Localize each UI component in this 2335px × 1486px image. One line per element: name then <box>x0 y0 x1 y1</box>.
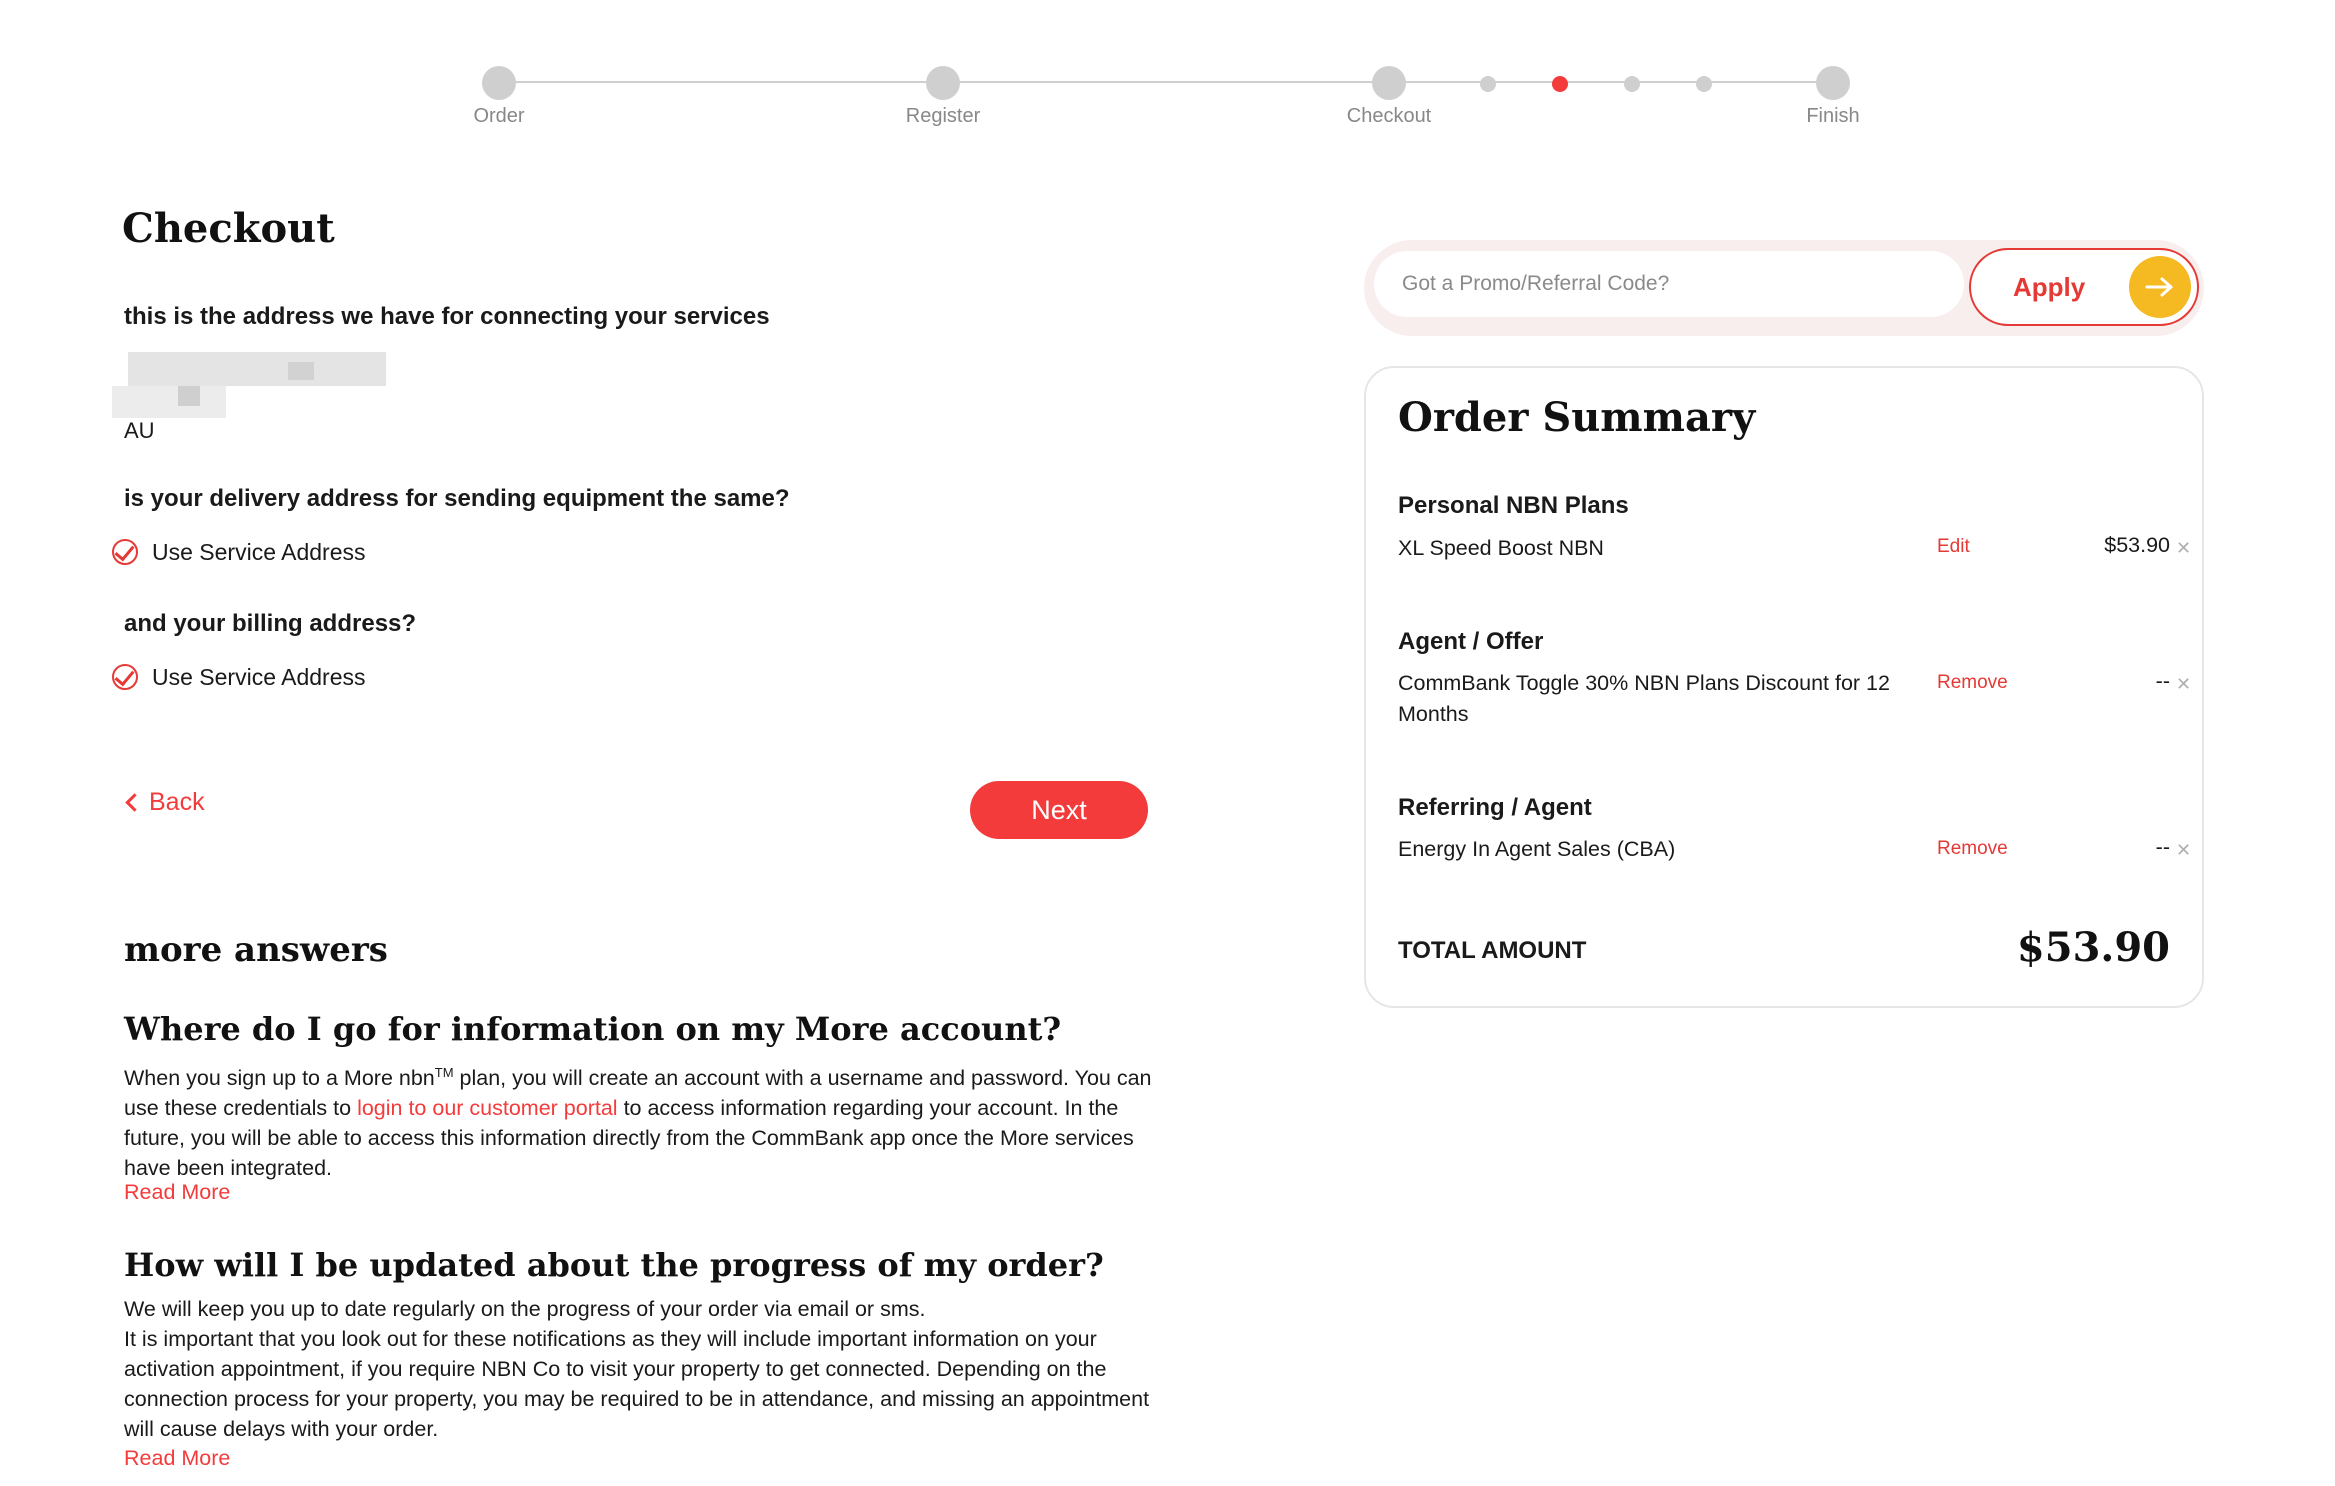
faq-answer: When you sign up to a More nbn™ plan, you will create an account with a username and password. You can use these credentials to login to our customer portal to access information regarding your account. In the future, you will be able to access this information directly from the CommBank app once the More services have been integrated. <box>124 1065 1152 1181</box>
promo-code-form <box>1364 240 2204 336</box>
step-label-order: Order <box>473 105 525 127</box>
summary-item-price: $53.90 <box>2104 533 2170 557</box>
step-dot-finish <box>1816 66 1850 100</box>
delivery-use-service-address-checkbox[interactable] <box>112 537 365 567</box>
remove-link[interactable]: Remove <box>1937 672 2008 693</box>
promo-code-input[interactable] <box>1374 251 1964 317</box>
customer-portal-link[interactable]: login to our customer portal <box>357 1096 618 1121</box>
step-dot-order <box>482 66 516 100</box>
page-title: Checkout <box>122 205 335 252</box>
faq-question: How will I be updated about the progress of my order? <box>124 1246 1104 1284</box>
read-more-link[interactable]: Read More <box>124 1446 231 1470</box>
billing-prompt: and your billing address? <box>124 610 417 637</box>
billing-option-label: Use Service Address <box>152 663 366 690</box>
summary-item-price: -- <box>2155 669 2170 693</box>
summary-item: XL Speed Boost NBN <box>1398 536 1604 560</box>
checkmark-icon <box>112 539 138 565</box>
address-country: AU <box>124 418 155 443</box>
chevron-left-icon <box>125 793 143 811</box>
next-button[interactable]: Next <box>970 781 1148 839</box>
remove-link[interactable]: Remove <box>1937 838 2008 859</box>
faq-answer: We will keep you up to date regularly on the progress of your order via email or sms. It is important that you look out for these notifications as they will include important information on your activation appointment, if you require NBN Co to visit your property to get connected. Depending on the connection process for your property, you may be required to be in attendance, and missing an appointment will cause delays with your order. <box>124 1297 1150 1441</box>
order-summary-title: Order Summary <box>1398 394 1756 441</box>
apply-button[interactable] <box>1969 248 2199 326</box>
total-value: $53.90 <box>2016 924 2170 971</box>
apply-label: Apply <box>2013 272 2086 302</box>
step-dot-checkout <box>1372 66 1406 100</box>
faq-question: Where do I go for information on my More account? <box>124 1010 1062 1048</box>
back-link[interactable] <box>124 788 205 817</box>
summary-item-price: -- <box>2155 835 2170 859</box>
substep-dot <box>1624 76 1640 92</box>
substep-dot-active <box>1552 76 1568 92</box>
close-icon[interactable]: ✕ <box>2176 674 2192 694</box>
delivery-prompt: is your delivery address for sending equipment the same? <box>124 485 790 512</box>
arrow-right-icon <box>2129 256 2191 318</box>
summary-section-title: Agent / Offer <box>1398 628 1544 655</box>
address-prompt: this is the address we have for connecting your services <box>124 303 770 330</box>
edit-link[interactable]: Edit <box>1937 536 1970 557</box>
summary-section-title: Referring / Agent <box>1398 794 1592 821</box>
faq-title: more answers <box>124 930 388 970</box>
billing-use-service-address-checkbox[interactable] <box>112 662 365 692</box>
step-label-finish: Finish <box>1806 105 1860 127</box>
delivery-option-label: Use Service Address <box>152 538 366 565</box>
step-label-register: Register <box>905 105 981 127</box>
summary-item: Energy In Agent Sales (CBA) <box>1398 837 1676 861</box>
summary-section-title: Personal NBN Plans <box>1398 492 1629 519</box>
total-label: TOTAL AMOUNT <box>1398 937 1587 964</box>
back-label: Back <box>149 788 205 816</box>
checkmark-icon <box>112 664 138 690</box>
close-icon[interactable]: ✕ <box>2176 840 2192 860</box>
close-icon[interactable]: ✕ <box>2176 538 2192 558</box>
step-dot-register <box>926 66 960 100</box>
substep-dot <box>1696 76 1712 92</box>
substep-dot <box>1480 76 1496 92</box>
read-more-link[interactable]: Read More <box>124 1180 231 1204</box>
summary-item: CommBank Toggle 30% NBN Plans Discount for 12 Months <box>1398 671 1890 726</box>
step-label-checkout: Checkout <box>1346 105 1432 127</box>
